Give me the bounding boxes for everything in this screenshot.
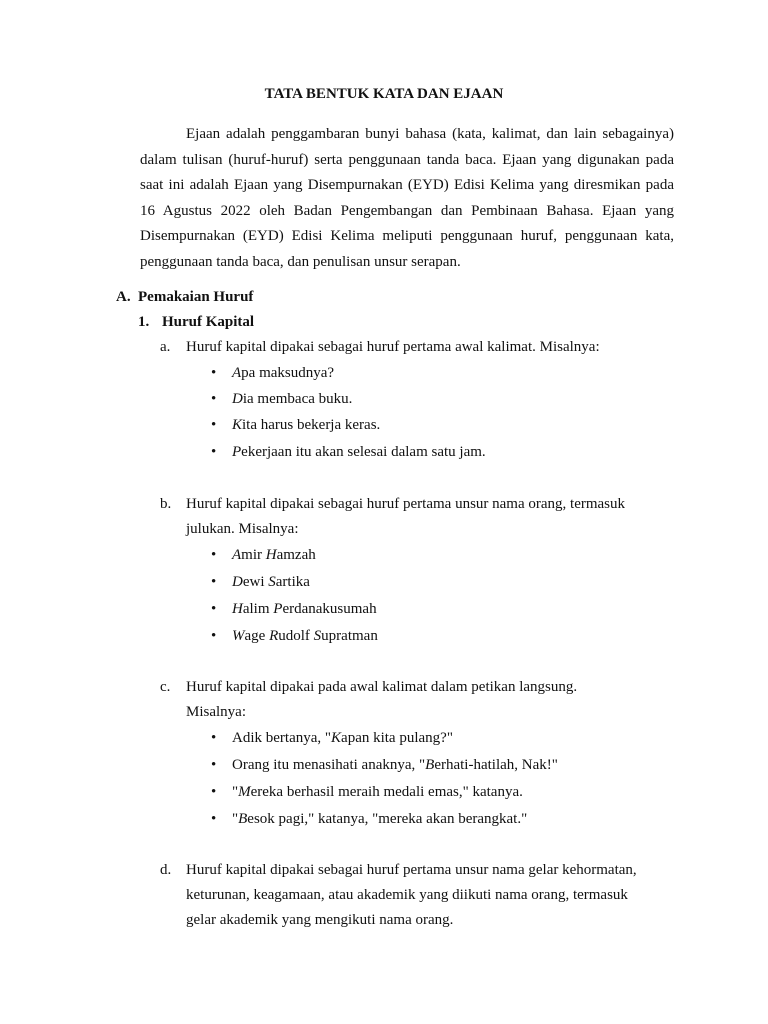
capital-letter: B <box>238 811 248 827</box>
capital-letter: P <box>273 601 283 617</box>
item-marker: c. <box>160 679 171 695</box>
capital-letter: H <box>232 601 243 617</box>
bullet-icon: • <box>211 365 217 381</box>
bullet-icon: • <box>211 574 217 590</box>
capital-letter: P <box>232 444 242 460</box>
example-text: amzah <box>276 547 316 563</box>
example-text: age <box>244 628 270 644</box>
example-text: ewi <box>242 574 269 590</box>
section-title: Pemakaian Huruf <box>138 289 254 305</box>
example-text: pa maksudnya? <box>241 365 335 381</box>
item-text: julukan. Misalnya: <box>186 521 299 537</box>
bullet-icon: • <box>211 547 217 563</box>
bullet-icon: • <box>211 601 217 617</box>
capital-letter: H <box>265 547 277 563</box>
item-text: Huruf kapital dipakai sebagai huruf pertama unsur nama gelar kehormatan, <box>186 862 637 878</box>
capital-letter: M <box>238 784 251 800</box>
example-text: ita harus bekerja keras. <box>242 417 381 433</box>
example-text: Adik bertanya, " <box>232 730 332 746</box>
example-text: ia membaca buku. <box>242 391 353 407</box>
bullet-icon: • <box>211 730 217 746</box>
capital-letter: A <box>232 365 242 381</box>
item-marker: d. <box>160 862 172 878</box>
item-text: Huruf kapital dipakai pada awal kalimat dalam petikan langsung. <box>186 679 578 695</box>
bullet-icon: • <box>211 391 217 407</box>
example-text: upratman <box>321 628 378 644</box>
bullet-icon: • <box>211 811 217 827</box>
item-text: gelar akademik yang mengikuti nama orang. <box>186 912 454 928</box>
example-text: udolf <box>278 628 314 644</box>
intro-text: Ejaan adalah penggambaran bunyi bahasa (kata, kalimat, dan lain sebagainya) dalam tulisan (huruf-huruf) serta penggunaan tanda baca. Ejaan yang digunakan pada saat ini adalah Ejaan yang Disempurnakan (EYD) Edisi Kelima yang diresmikan pada 16 Agustus 2022 oleh Badan Pengembangan dan Pembinaan Bahasa. Ejaan yang Disempurnakan (EYD) Edisi Kelima meliputi penggunaan huruf, penggunaan kata, penggunaan tanda baca, dan penulisan unsur serapan. <box>140 126 674 270</box>
item-text: keturunan, keagamaan, atau akademik yang diikuti nama orang, termasuk <box>186 887 628 903</box>
example-text: artika <box>275 574 310 590</box>
capital-letter: A <box>232 547 242 563</box>
document-title: TATA BENTUK KATA DAN EJAAN <box>264 86 504 102</box>
item-marker: b. <box>160 496 172 512</box>
capital-letter: W <box>232 628 245 644</box>
capital-letter: S <box>313 628 322 644</box>
capital-letter: K <box>232 417 243 433</box>
example-text: mir <box>241 547 266 563</box>
example-text: " <box>232 784 239 800</box>
example-text: alim <box>242 601 274 617</box>
item-text: Misalnya: <box>186 704 246 720</box>
capital-letter: D <box>232 391 243 407</box>
example-text: ekerjaan itu akan selesai dalam satu jam. <box>241 444 486 460</box>
bullet-icon: • <box>211 444 217 460</box>
item-text: Huruf kapital dipakai sebagai huruf pertama unsur nama orang, termasuk <box>186 496 626 512</box>
capital-letter: R <box>269 628 279 644</box>
example-text: apan kita pulang?" <box>341 730 453 746</box>
section-marker: A. <box>116 289 131 305</box>
intro-paragraph <box>140 122 674 276</box>
bullet-icon: • <box>211 417 217 433</box>
subsection-title: Huruf Kapital <box>162 314 255 330</box>
subsection-marker: 1. <box>138 314 150 330</box>
bullet-icon: • <box>211 757 217 773</box>
item-marker: a. <box>160 339 171 355</box>
capital-letter: S <box>268 574 276 590</box>
example-text: erhati-hatilah, Nak!" <box>434 757 558 773</box>
capital-letter: D <box>232 574 243 590</box>
capital-letter: B <box>425 757 435 773</box>
example-text: Orang itu menasihati anaknya, " <box>232 757 426 773</box>
example-text: " <box>232 811 239 827</box>
example-text: erdanakusumah <box>282 601 377 617</box>
capital-letter: K <box>331 730 342 746</box>
bullet-icon: • <box>211 784 217 800</box>
item-text: Huruf kapital dipakai sebagai huruf pertama awal kalimat. Misalnya: <box>186 339 600 355</box>
example-text: esok pagi," katanya, "mereka akan berangkat." <box>247 811 528 827</box>
example-text: ereka berhasil meraih medali emas," katanya. <box>250 784 523 800</box>
bullet-icon: • <box>211 628 217 644</box>
